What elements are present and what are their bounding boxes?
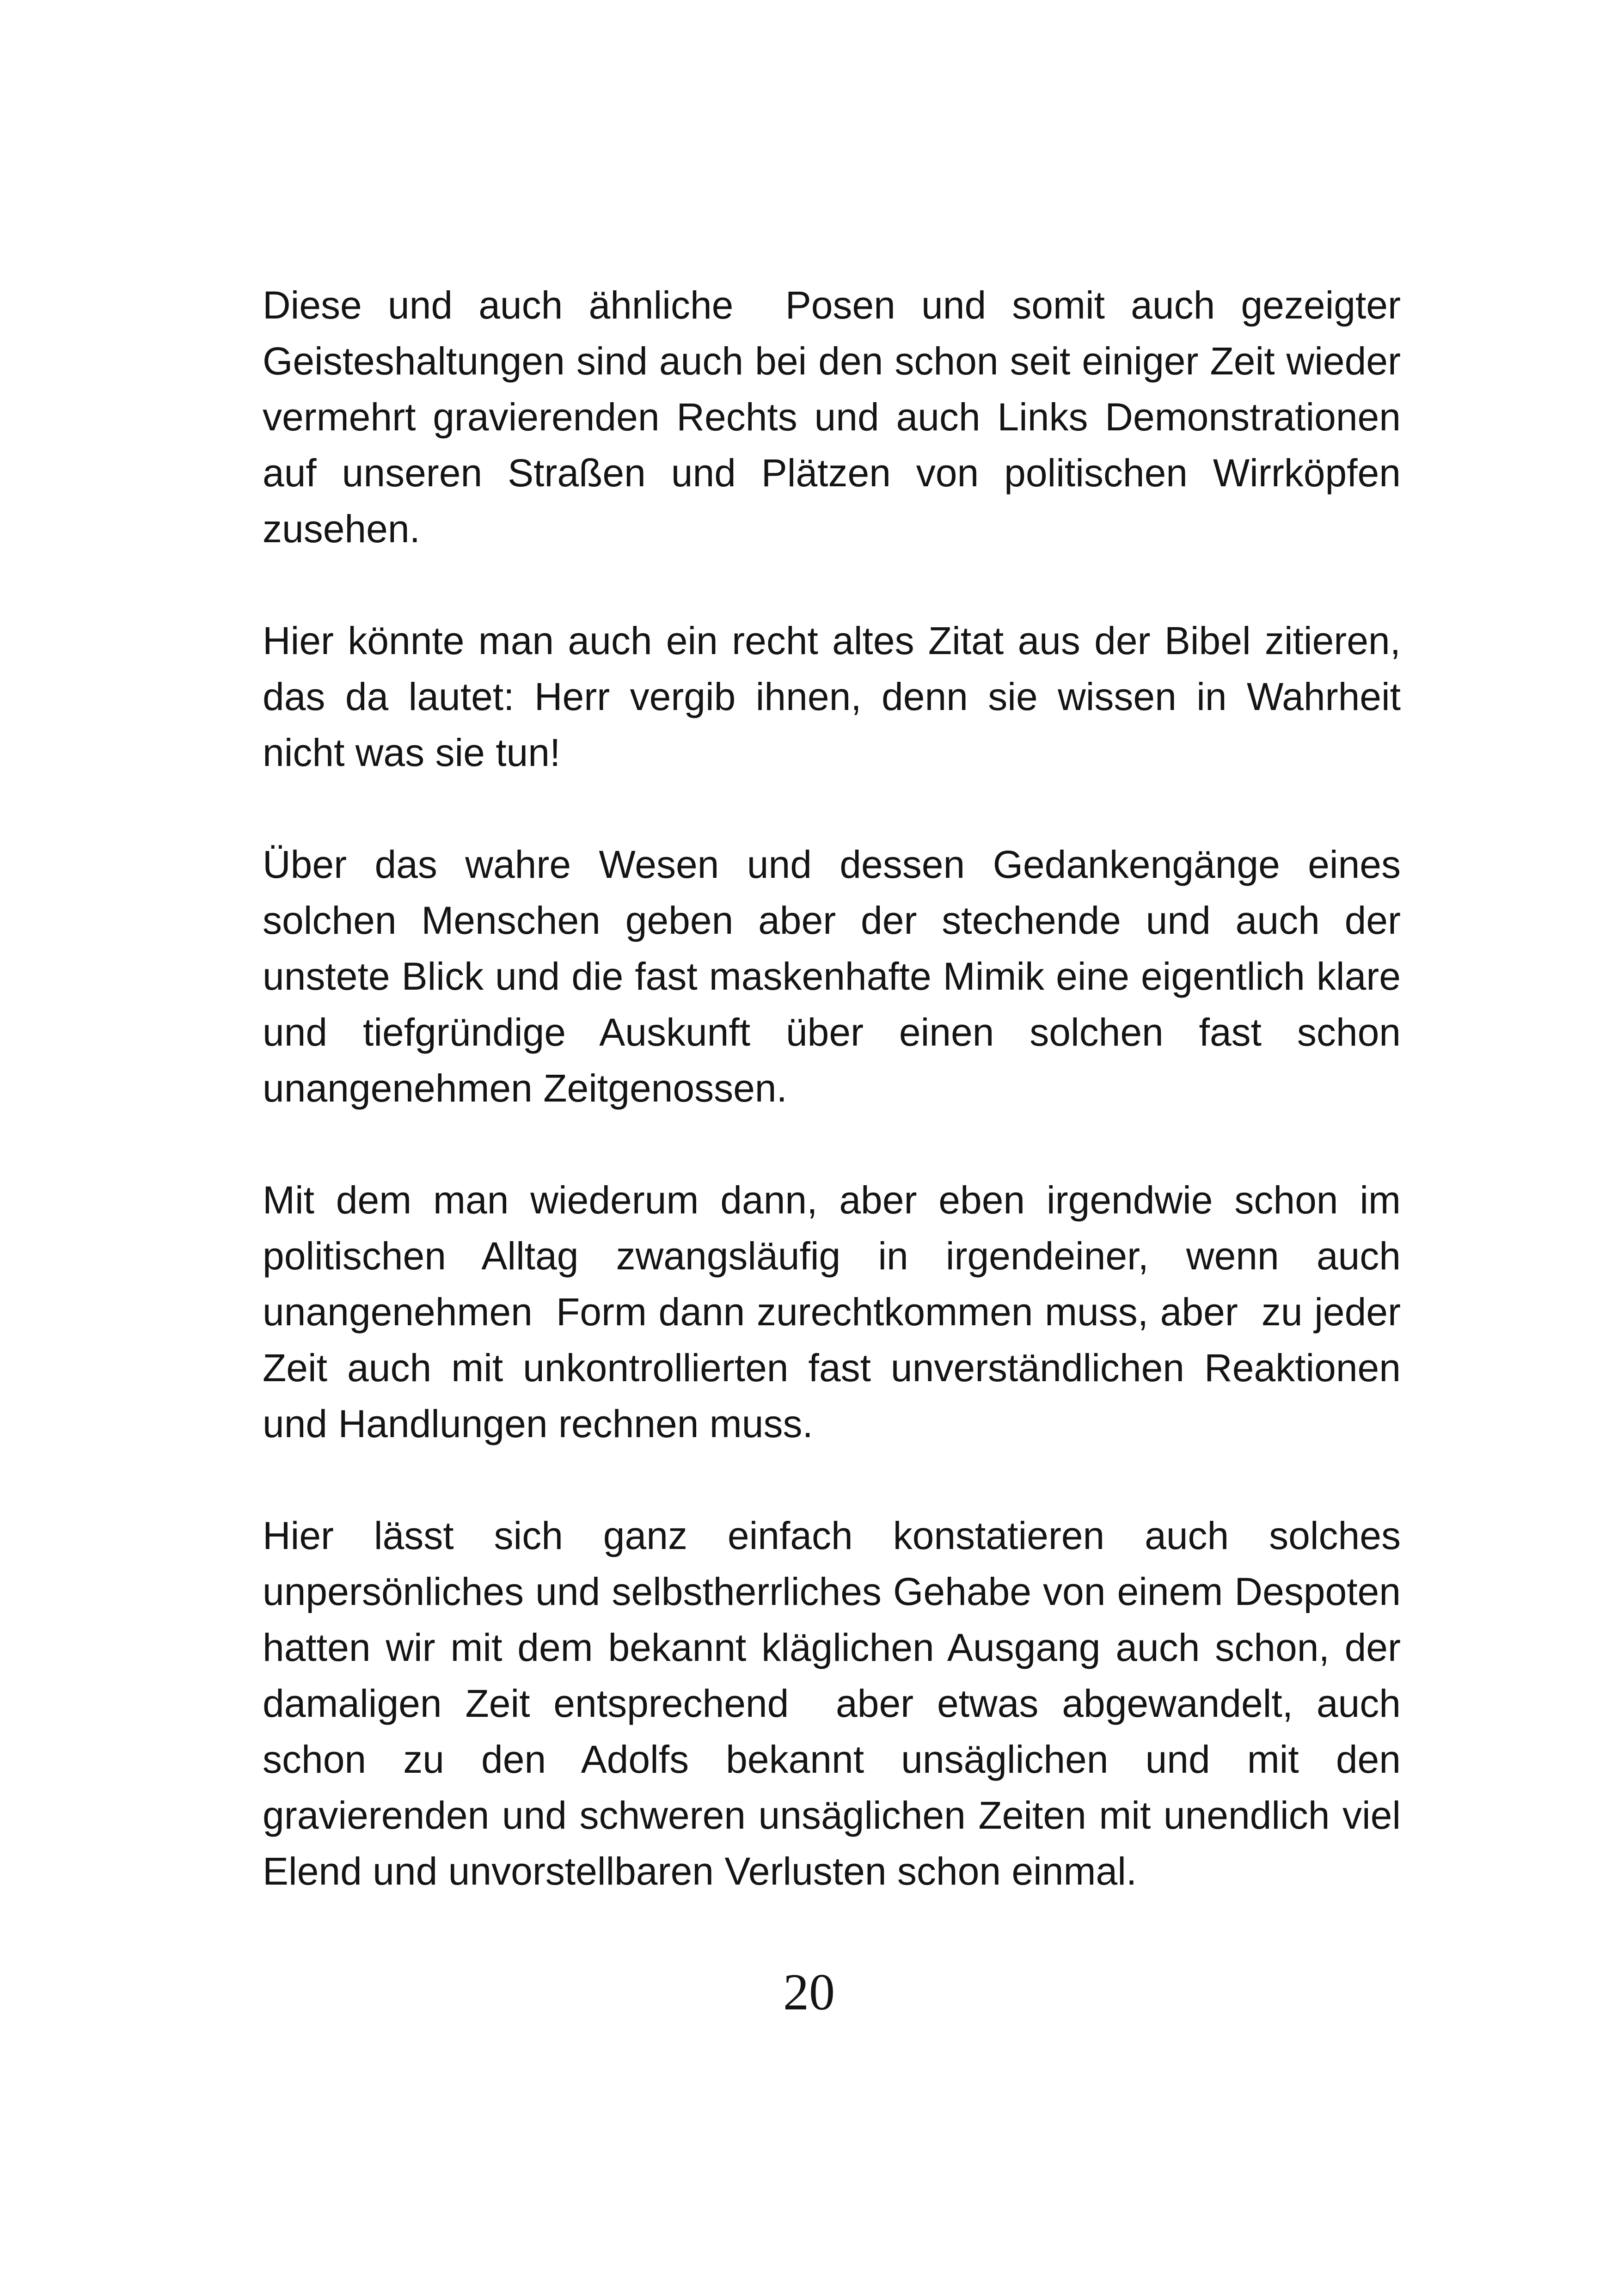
- paragraph-4: Mit dem man wiederum dann, aber eben irgendwie schon im politischen Alltag zwangsläufig in irgendeiner, wenn auch unangenehmen Form dann zurechtkommen muss, aber zu jeder Zeit auch mit unkontrollierten fast unverständlichen Reaktionen und Handlungen rechnen muss.: [263, 1178, 1412, 1445]
- body-text: [263, 277, 1412, 1899]
- paragraph-5: Hier lässt sich ganz einfach konstatieren auch solches unpersönliches und selbstherrliches Gehabe von einem Despoten hatten wir mit dem bekannt kläglichen Ausgang auch schon, der damaligen Zeit entsprechend aber etwas abgewandelt, auch schon zu den Adolfs bekannt unsäglichen und mit den gravierenden und schweren unsäglichen Zeiten mit unendlich viel Elend und unvorstellbaren Verlusten schon einmal.: [263, 1514, 1412, 1893]
- paragraph-1: Diese und auch ähnliche Posen und somit auch gezeigter Geisteshaltungen sind auch bei den schon seit einiger Zeit wieder vermehrt gravierenden Rechts und auch Links Demonstrationen auf unseren Straßen und Plätzen von politischen Wirrköpfen zusehen.: [263, 283, 1412, 551]
- page-number: 20: [783, 1964, 835, 2021]
- paragraph-3: Über das wahre Wesen und dessen Gedankengänge eines solchen Menschen geben aber der stechende und auch der unstete Blick und die fast maskenhafte Mimik eine eigentlich klare und tiefgründige Auskunft über einen solchen fast schon unangenehmen Zeitgenossen.: [263, 843, 1412, 1110]
- paragraph-2: Hier könnte man auch ein recht altes Zitat aus der Bibel zitieren, das da lautet: Herr vergib ihnen, denn sie wissen in Wahrheit nicht was sie tun!: [263, 619, 1412, 774]
